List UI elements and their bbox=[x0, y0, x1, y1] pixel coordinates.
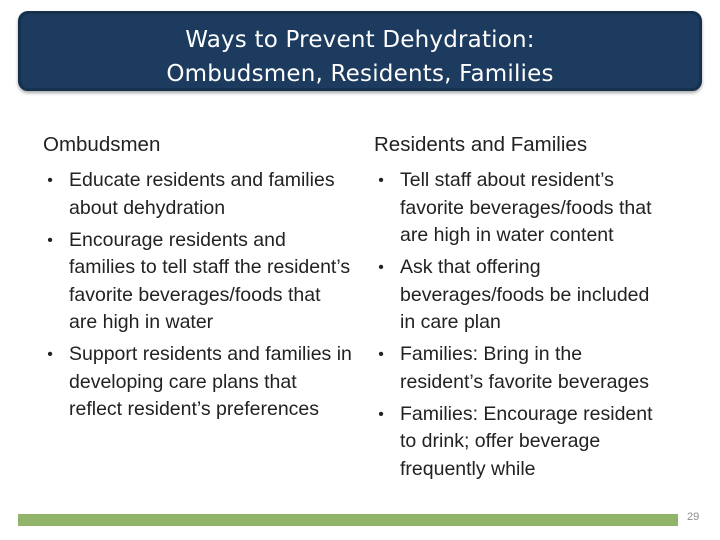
bullet-dot: • bbox=[378, 172, 384, 189]
slide-title-line-2: Ombudsmen, Residents, Families bbox=[166, 61, 554, 87]
bullet-item bbox=[374, 254, 664, 337]
bullet-text: Families: Encourage resident to drink; offer beverage frequently while bbox=[400, 402, 653, 480]
page-number: 29 bbox=[687, 511, 700, 523]
residents-families-heading: Residents and Families bbox=[374, 133, 588, 156]
slide-title-line-1: Ways to Prevent Dehydration: bbox=[185, 27, 535, 53]
bullet-dot: • bbox=[378, 259, 384, 276]
bullet-item bbox=[43, 341, 353, 424]
ombudsmen-heading: Ombudsmen bbox=[43, 133, 161, 156]
bullet-text: Support residents and families in developing care plans that reflect resident’s preferences bbox=[69, 343, 352, 420]
bullet-item bbox=[374, 167, 664, 250]
bullet-item bbox=[374, 401, 664, 484]
bullet-dot: • bbox=[378, 405, 384, 423]
slide-title-box bbox=[18, 11, 702, 91]
ombudsmen-bullet-list bbox=[43, 167, 353, 424]
ombudsmen-column bbox=[43, 130, 353, 428]
slide-title bbox=[21, 23, 699, 91]
bullet-dot: • bbox=[47, 172, 53, 189]
residents-families-bullet-list bbox=[374, 167, 664, 483]
bullet-dot: • bbox=[47, 346, 53, 363]
bullet-item bbox=[43, 167, 353, 222]
bullet-text: Families: Bring in the resident’s favorite beverages bbox=[400, 343, 649, 393]
footer-accent-bar bbox=[18, 514, 678, 526]
bullet-text: Educate residents and families about dehydration bbox=[69, 169, 335, 219]
bullet-text: Tell staff about resident’s favorite beverages/foods that are high in water content bbox=[400, 169, 652, 246]
bullet-item bbox=[43, 227, 353, 337]
residents-families-column bbox=[374, 130, 664, 488]
bullet-item bbox=[374, 341, 664, 396]
bullet-dot: • bbox=[47, 231, 53, 249]
bullet-text: Ask that offering beverages/foods be included in care plan bbox=[400, 256, 650, 333]
bullet-text: Encourage residents and families to tell staff the resident’s favorite beverages/foods that are high in water bbox=[69, 228, 351, 333]
bullet-dot: • bbox=[378, 346, 384, 363]
